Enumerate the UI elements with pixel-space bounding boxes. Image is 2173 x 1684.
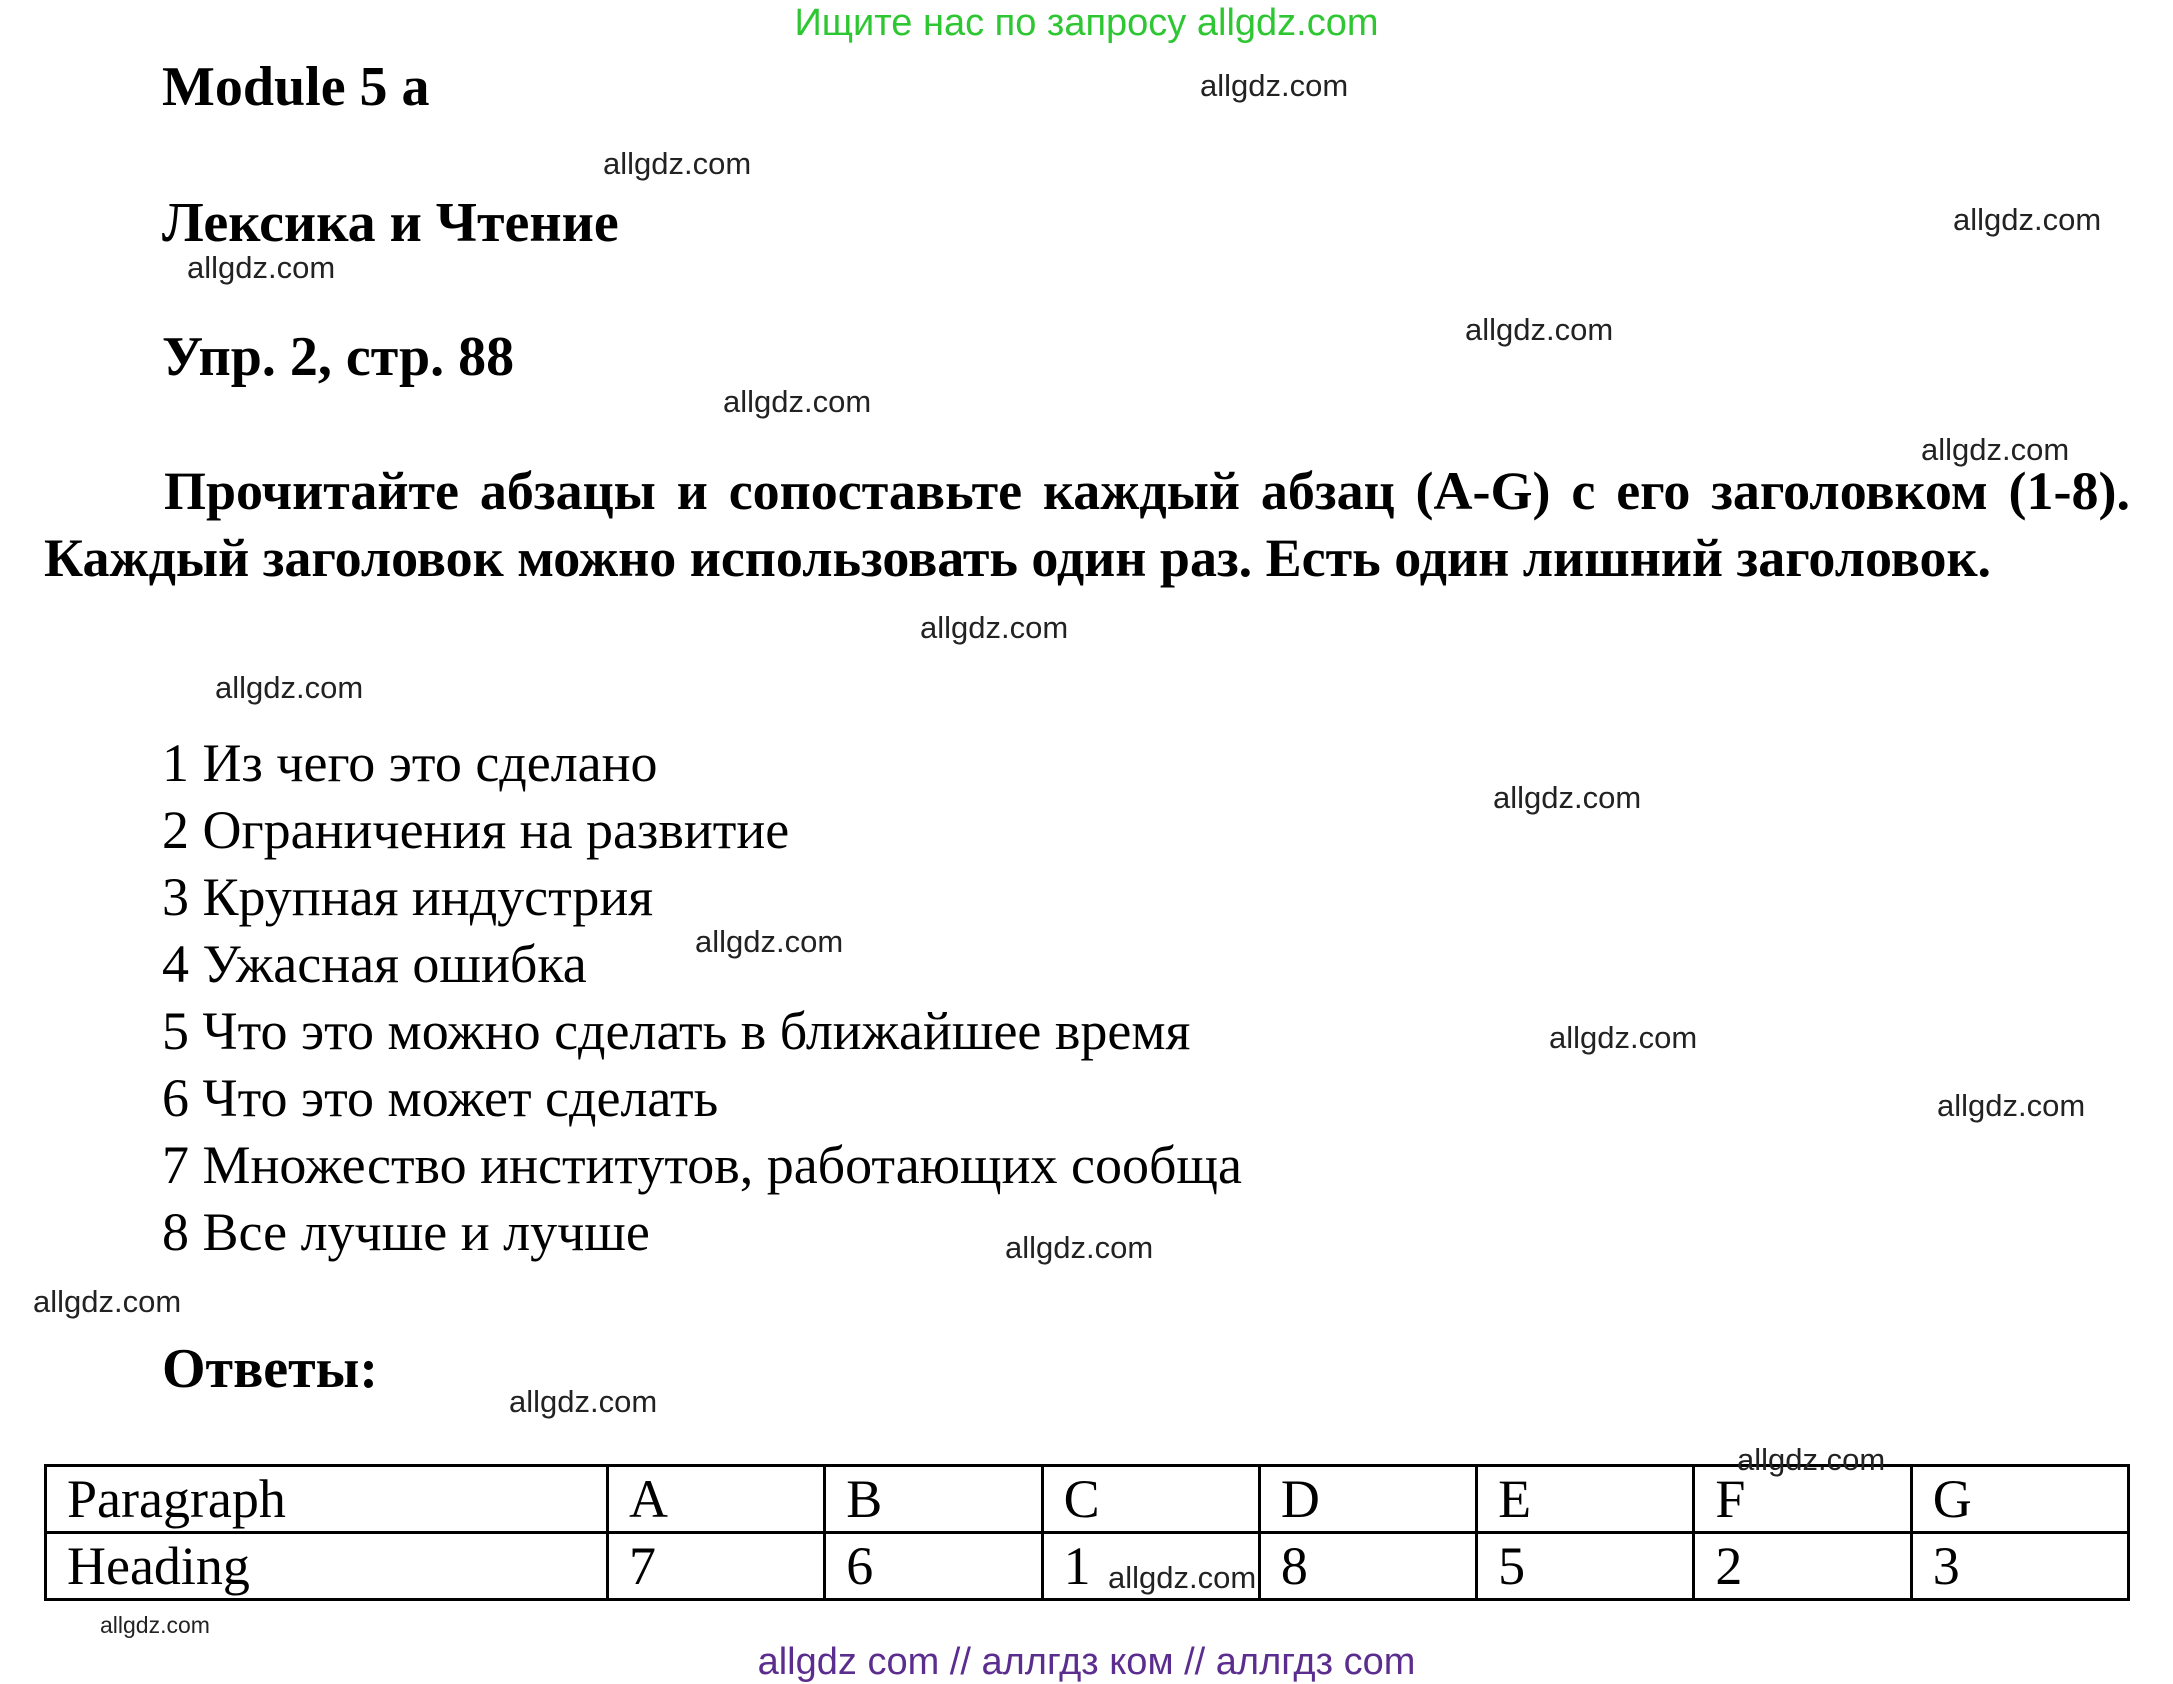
heading-item: 4 Ужасная ошибка [162,934,587,994]
heading-item: 3 Крупная индустрия [162,867,654,927]
paragraph-cell: B [825,1466,1042,1533]
heading-answer-cell: 7 [608,1533,825,1600]
heading-item: 2 Ограничения на развитие [162,800,790,860]
paragraph-cell: G [1911,1466,2128,1533]
heading-item: 5 Что это можно сделать в ближайшее время [162,1001,1191,1061]
watermark: allgdz.com [1937,1088,2086,1123]
bottom-banner: allgdz com // аллгдз ком // аллгдз com [757,1641,1416,1683]
paragraph-cell: F [1694,1466,1911,1533]
heading-item: 6 Что это может сделать [162,1068,719,1128]
section-title: Лексика и Чтение [162,192,619,254]
top-banner: Ищите нас по запросу allgdz.com [794,2,1379,44]
paragraph-cell: E [1477,1466,1694,1533]
headings-list [162,730,1242,1266]
heading-item: 7 Множество институтов, работающих сообща [162,1135,1242,1195]
watermark: allgdz.com [1465,312,1614,347]
instructions-paragraph: Прочитайте абзацы и сопоставьте каждый абзац (A-G) с его заголовком (1-8). Каждый заголовок можно использовать один раз. Есть один лишний заголовок. [44,461,2130,588]
watermark: allgdz.com [1921,432,2070,467]
watermark: allgdz.com [603,146,752,181]
heading-answer-cell: 5 [1477,1533,1694,1600]
watermark: allgdz.com [1953,202,2102,237]
watermark: allgdz.com [100,1612,210,1638]
watermark: allgdz.com [509,1384,658,1419]
watermark: allgdz.com [920,610,1069,645]
heading-answer-cell: 2 [1694,1533,1911,1600]
watermark: allgdz.com [1737,1442,1886,1477]
answers-label: Ответы: [162,1338,379,1400]
exercise-title: Упр. 2, стр. 88 [162,326,515,388]
watermark: allgdz.com [1493,780,1642,815]
heading-answer-cell: 3 [1911,1533,2128,1600]
paragraph-cell: C [1042,1466,1259,1533]
module-title: Module 5 a [162,56,430,118]
watermark: allgdz.com [187,250,336,285]
answer-table [44,1464,2130,1601]
watermark: allgdz.com [1200,68,1349,103]
watermark: allgdz.com [1005,1230,1154,1265]
row-label-heading: Heading [46,1533,608,1600]
heading-item: 1 Из чего это сделано [162,733,658,793]
heading-answer-cell: 8 [1259,1533,1476,1600]
watermark: allgdz.com [1549,1020,1698,1055]
paragraph-cell: D [1259,1466,1476,1533]
row-label-paragraph: Paragraph [46,1466,608,1533]
watermark: allgdz.com [33,1284,182,1319]
watermark: allgdz.com [723,384,872,419]
heading-answer-cell: 1 [1042,1533,1259,1600]
heading-item: 8 Все лучше и лучше [162,1202,650,1262]
watermark: allgdz.com [695,924,844,959]
watermark: allgdz.com [1108,1560,1257,1595]
watermark: allgdz.com [215,670,364,705]
table-row-heading [46,1533,2129,1600]
heading-answer-cell: 6 [825,1533,1042,1600]
paragraph-cell: A [608,1466,825,1533]
